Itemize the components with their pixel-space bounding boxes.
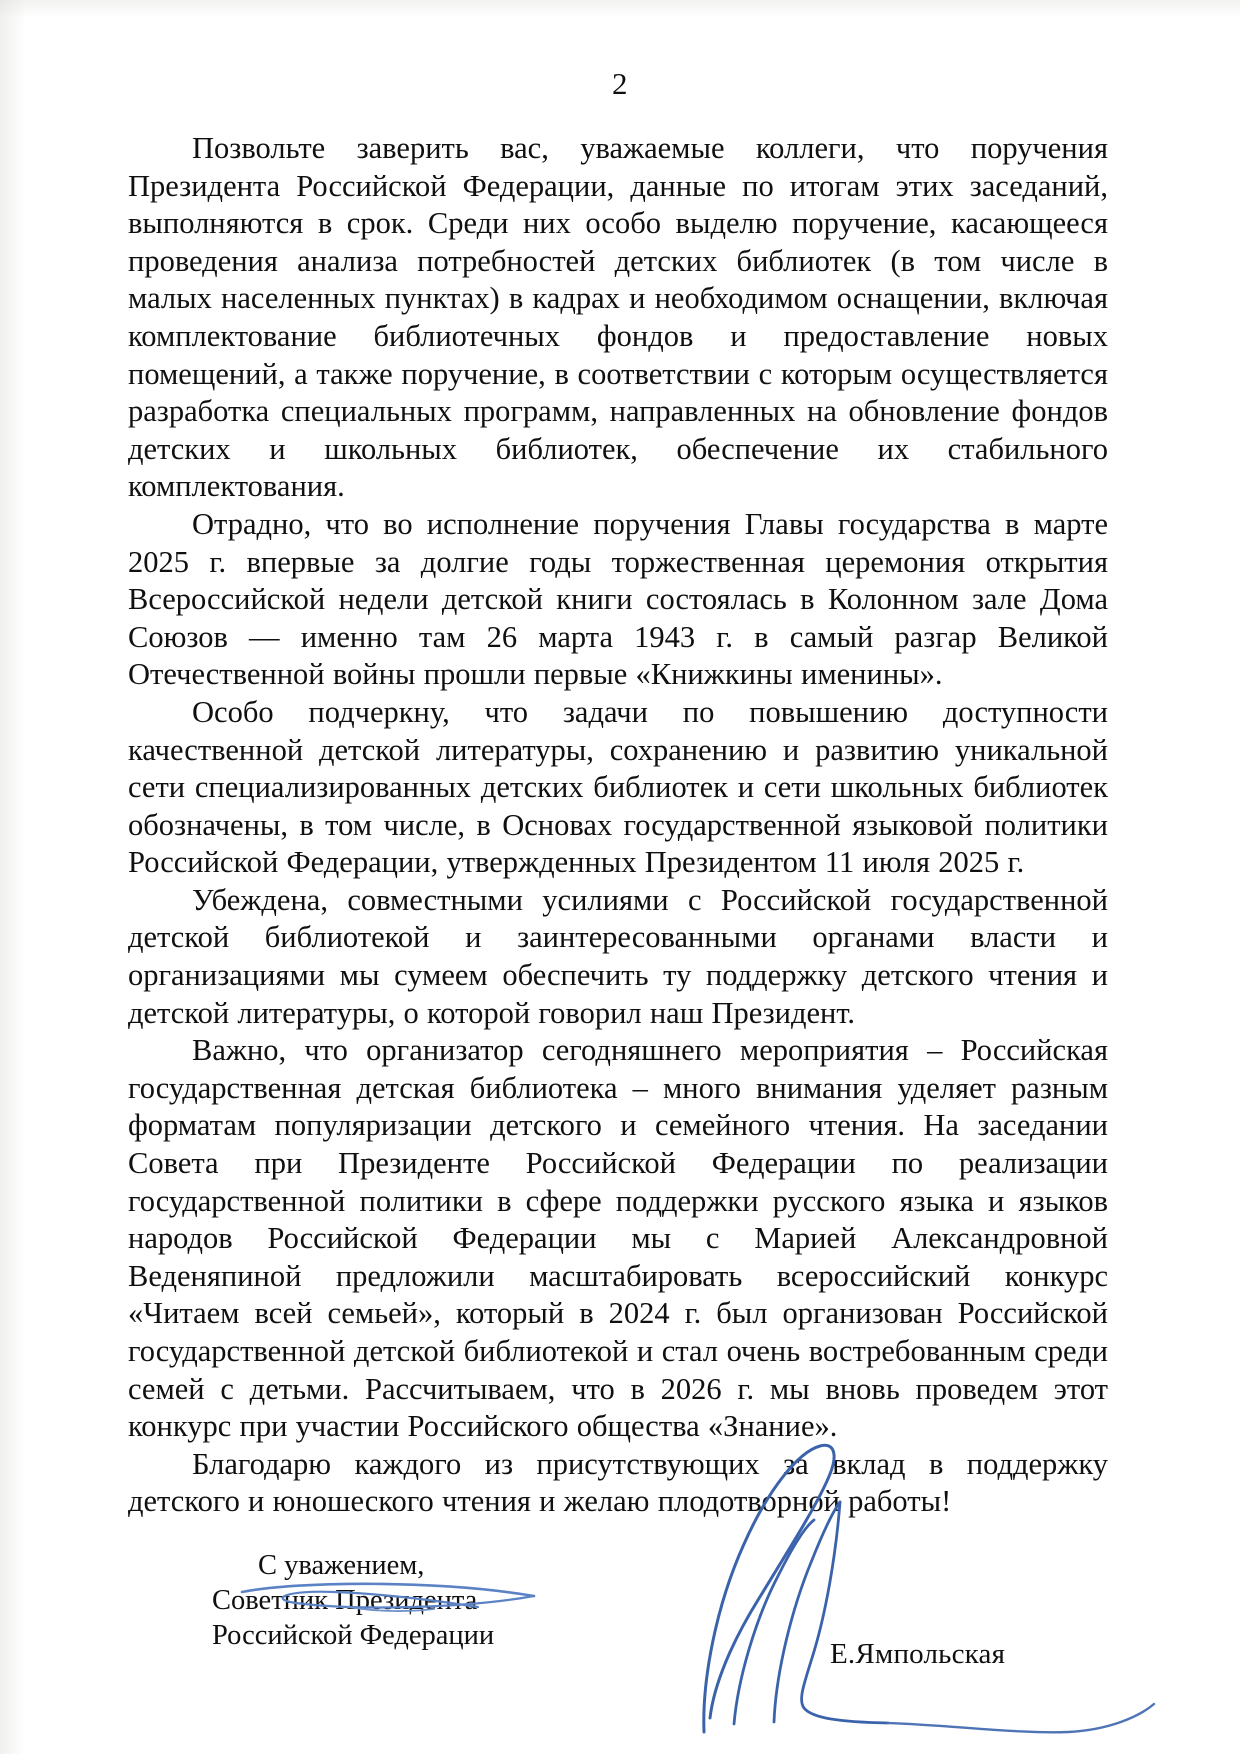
paragraph: Особо подчеркну, что задачи по повышению доступности качественной детской литературы, сохранению и развитию уникальной сети специализированных детских библиотек и сети школьных библиотек обозначены, в том числе, в Основах государственной языковой политики Российской Федерации, утвержденных Президентом 11 июля 2025 г. [128,694,1108,880]
scan-edge-shadow-top [0,0,1240,18]
signer-title-line-1: Советник Президента [212,1585,478,1616]
paragraph: Убеждена, совместными усилиями с Российской государственной детской библиотекой и заинтересованными органами власти и организациями мы сумеем обеспечить ту поддержку детского чтения и детской литературы, о которой говорил наш Президент. [128,882,1108,1030]
signature-block [200,1548,620,1653]
page-number: 2 [612,66,628,101]
signer-title-line-2: Российской Федерации [212,1620,495,1651]
signer-printed-name: Е.Ямпольская [830,1638,1006,1670]
paragraph: Важно, что организатор сегодняшнего мероприятия – Российская государственная детская библиотека – много внимания уделяет разным форматам популяризации детского и семейного чтения. На заседании Совета при Президенте Российской Федерации по реализации государственной политики в сфере поддержки русского языка и языков народов Российской Федерации мы с Марией Александровной Веденяпиной предложили масштабировать всероссийский конкурс «Читаем всей семьей», который в 2024 г. был организован Российской государственной детской библиотекой и стал очень востребованным среди семей с детьми. Рассчитываем, что в 2026 г. мы вновь проведем этот конкурс при участии Российского общества «Знание». [128,1033,1108,1444]
paragraph: Отрадно, что во исполнение поручения Главы государства в марте 2025 г. впервые за долгие годы торжественная церемония открытия Всероссийской недели детской книги состоялась в Колонном зале Дома Союзов — именно там 26 марта 1943 г. в самый разгар Великой Отечественной войны прошли первые «Книжкины именины». [128,506,1108,692]
closing-salutation: С уважением, [258,1550,425,1581]
paragraph: Позвольте заверить вас, уважаемые коллеги, что поручения Президента Российской Федерации, данные по итогам этих заседаний, выполняются в срок. Среди них особо выделю поручение, касающееся проведения анализа потребностей детских библиотек (в том числе в малых населенных пунктах) в кадрах и необходимом оснащении, включая комплектование библиотечных фондов и предоставление новых помещений, а также поручение, в соответствии с которым осуществляется разработка специальных программ, направленных на обновление фондов детских и школьных библиотек, обеспечение их стабильного комплектования. [128,131,1108,504]
scan-edge-shadow-left [0,0,26,1754]
document-body [128,130,1108,1521]
paragraph: Благодарю каждого из присутствующих за вклад в поддержку детского и юношеского чтения и желаю плодотворной работы! [128,1446,1108,1519]
